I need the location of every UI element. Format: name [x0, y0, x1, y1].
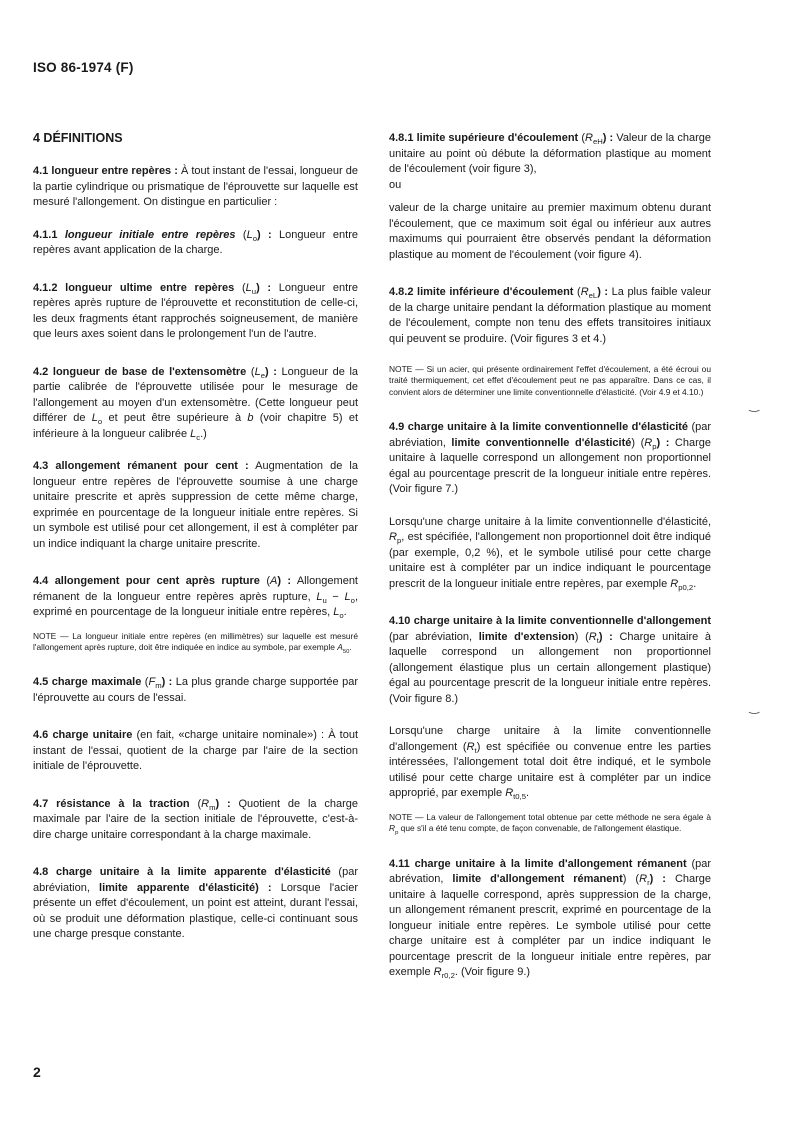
symbol-subscript: o [252, 233, 257, 243]
definition-text: (par abrévation, [389, 857, 712, 886]
definition-text: Charge unitaire à laquelle correspond un allongement non proportionnel égal au pourcentage prescrit de la longueur initiale entre repères. (Voir figure 7.) [389, 436, 711, 496]
note-text: . [349, 641, 352, 652]
term: résistance à la traction [56, 797, 190, 810]
definition-text-or: ou [389, 178, 402, 191]
symbol-subscript: eL [588, 291, 598, 300]
symbol-open: ( [246, 365, 255, 378]
clause-number: 4.11 [389, 857, 410, 870]
clause-number: 4.8 [33, 866, 49, 879]
operator: − [326, 590, 345, 603]
symbol: R [201, 797, 210, 810]
definition-4-1-2 [33, 281, 358, 343]
paragraph-text: ) est spécifiée ou convenue entre les parties intéressées, l'allongement total doit être indiqué, et le symbole utilisé pour cette charge unitaire est à compléter par un indice approprié, par exemple [389, 740, 711, 800]
symbol: L [344, 590, 351, 603]
symbol: R [389, 531, 397, 544]
term: limite d'extension [478, 630, 575, 643]
definition-text: Lorsque l'acier présente un effet d'écoulement, un point est atteint, durant l'essai, où se produit une déformation plastique, celle-ci continuant sous une charge presque constante. [33, 881, 358, 941]
definition-text: . [343, 606, 347, 618]
paragraph-text: Lorsqu'une charge unitaire à la limite conventionnelle d'élasticité, [389, 515, 711, 528]
symbol-subscript: e [260, 370, 265, 380]
symbol-subscript: p0,2 [678, 582, 694, 592]
symbol: L [91, 412, 98, 424]
term: allongement rémanent pour cent : [55, 460, 249, 472]
symbol-subscript: p [396, 536, 402, 546]
definition-text: . (Voir figure 9.) [454, 966, 531, 979]
symbol-subscript: r0,2 [441, 971, 455, 981]
symbol-subscript: 50 [342, 648, 350, 655]
paragraph-text: Lorsqu'une charge unitaire à la limite conventionnelle d'allongement ( [389, 725, 711, 753]
definition-text: .) [200, 427, 207, 440]
term: charge unitaire [52, 729, 133, 742]
term: limite supérieure d'écoulement [416, 132, 579, 144]
symbol: L [333, 606, 340, 618]
symbol: A [337, 641, 343, 652]
symbol-close: ) : [256, 228, 272, 241]
left-column [33, 131, 358, 943]
definition-4-7 [33, 797, 358, 844]
symbol-subscript: eH [592, 137, 603, 146]
symbol: R [588, 630, 597, 643]
clause-number: 4.1.2 [33, 281, 58, 294]
clause-number: 4.7 [33, 797, 49, 810]
term: charge unitaire à la limite conventionnelle d'allongement [413, 615, 711, 628]
margin-mark: ‿ [749, 700, 759, 714]
symbol: R [389, 823, 396, 834]
clause-number: 4.9 [389, 421, 405, 434]
term: longueur initiale entre repères [64, 228, 236, 241]
definition-text: ) ( [622, 873, 640, 886]
definition-text: Longueur entre repères après rupture de l'éprouvette et reconstitution de celle-ci, les deux fragments étant rapprochés soigneusement, de manière que leurs axes soient dans le prolongement l'un de l'autre. [33, 281, 358, 340]
definition-4-9 [389, 420, 711, 498]
term: limite conventionnelle d'élasticité [451, 436, 632, 449]
symbol-close: ) : [256, 281, 272, 294]
term: charge unitaire à la limite conventionnelle d'élasticité [407, 421, 689, 434]
symbol: R [466, 740, 475, 753]
paragraph-4-9-detail [389, 515, 711, 593]
definition-4-6 [33, 728, 358, 775]
definition-text: , exprimé en pourcentage de la longueur initiale entre repères, [33, 590, 358, 618]
page-number: 2 [33, 1064, 41, 1080]
symbol: R [639, 873, 648, 886]
symbol: R [670, 577, 679, 590]
definition-text: La plus faible valeur de la charge unitaire pendant la déformation plastique au moment de l'écoulement, compte non tenu des effets transitoires initiaux qui peuvent se produire. (Voir figures 3 et 4.) [389, 286, 711, 345]
definition-text: ) ( [631, 436, 645, 449]
definition-4-3 [33, 459, 358, 552]
symbol-open: ( [578, 132, 585, 144]
symbol-open: ( [259, 575, 270, 587]
definition-text: ) : [255, 881, 272, 894]
definition-4-8-1 [389, 131, 711, 178]
definition-4-8-2 [389, 285, 711, 347]
symbol-subscript: u [251, 286, 257, 296]
clause-number: 4.5 [33, 676, 49, 689]
definition-text: (par abréviation, [33, 866, 358, 894]
symbol-subscript: m [155, 681, 162, 691]
definition-text: Allongement rémanent de la longueur entre repères après rupture, [33, 575, 358, 603]
definition-4-2 [33, 365, 358, 443]
margin-mark: ‿ [749, 398, 759, 412]
definition-text: (voir chapitre 5) et inférieure à la longueur calibrée [33, 412, 359, 440]
symbol-close: ) : [602, 132, 614, 144]
definition-text: Longueur de la partie calibrée de l'éprouvette utilisée pour le mesurage de l'allongement au moyen d'un extensomètre. (Cette longueur peut différer de [33, 365, 359, 424]
definition-4-1 [33, 164, 358, 211]
definition-text: ) ( [574, 630, 589, 643]
definition-text: ) : [649, 873, 666, 886]
definition-text: et peut être supérieure à [102, 412, 248, 424]
definition-text: Longueur entre repères avant application de la charge. [33, 228, 358, 256]
clause-number: 4.8.1 [389, 132, 414, 144]
definition-text: La plus grande charge supportée par l'éprouvette au cours de l'essai. [33, 676, 358, 704]
paragraph-text: , est spécifiée, l'allongement non proportionnel doit être indiqué (par exemple, 0,2 %), et le symbole utilisé pour cette charge unitaire est à compléter par un indice indiquant le pourcentage prescrit de la longueur initiale entre repères, par exemple [389, 531, 711, 590]
symbol-subscript: m [209, 802, 216, 812]
note-text: NOTE — La valeur de l'allongement total obtenue par cette méthode ne sera égale à [389, 811, 711, 822]
symbol-subscript: u [322, 595, 327, 605]
symbol: L [246, 228, 253, 241]
symbol: L [254, 365, 261, 378]
clause-number: 4.6 [33, 729, 49, 742]
clause-number: 4.1.1 [33, 228, 58, 241]
term: charge unitaire à la limite apparente d'élasticité [55, 866, 331, 879]
symbol: R [505, 787, 514, 800]
right-column [389, 131, 711, 981]
term: limite inférieure d'écoulement [417, 286, 574, 298]
term: limite d'allongement rémanent [452, 873, 623, 886]
definition-4-1-1 [33, 228, 358, 259]
document-header: ISO 86-1974 (F) [33, 60, 134, 75]
clause-number: 4.4 [33, 575, 49, 587]
symbol-close: ) : [161, 676, 173, 689]
paragraph-4-10-detail [389, 724, 711, 802]
note-4-10 [389, 812, 711, 835]
symbol-subscript: o [350, 595, 355, 605]
symbol-subscript: t0,5 [513, 792, 526, 802]
symbol-subscript: p [652, 441, 657, 451]
definition-text: ) : [598, 630, 613, 643]
definition-text: (en fait, «charge unitaire nominale») : À tout instant de l'essai, quotient de la charge par l'aire de la section initiale de l'éprouvette. [33, 729, 359, 773]
symbol-open: ( [189, 797, 202, 810]
definition-4-4 [33, 574, 358, 621]
symbol-subscript: r [647, 878, 650, 888]
term: allongement pour cent après rupture [54, 575, 260, 587]
term: charge maximale [51, 676, 142, 689]
note-4-8: NOTE — Si un acier, qui présente ordinairement l'effet d'écoulement, a été écroui ou traité thermiquement, cet effet d'écoulement peut ne pas apparaître. Dans ce cas, il convient alors de déterminer une limite conventionnelle d'élasticité. (Voir 4.9 et 4.10.) [389, 364, 711, 397]
symbol-subscript: p [395, 830, 399, 837]
clause-number: 4.2 [33, 365, 49, 378]
note-4-4 [33, 631, 358, 654]
definition-text: (par abréviation, [389, 421, 712, 449]
symbol-open: ( [141, 676, 149, 689]
symbol-open: ( [234, 281, 246, 294]
definition-text: (par abréviation, [389, 630, 479, 643]
definition-4-11 [389, 857, 711, 981]
term: charge unitaire à la limite d'allongement rémanent [414, 857, 687, 870]
term: longueur entre repères : [51, 165, 178, 177]
clause-number: 4.10 [389, 615, 411, 628]
symbol: A [270, 575, 278, 587]
paragraph-text: . [693, 577, 697, 590]
symbol: R [644, 436, 653, 449]
section-title: 4 DÉFINITIONS [33, 131, 123, 145]
definition-text: Quotient de la charge maximale par l'aire de la section initiale de l'éprouvette, c'est-à-dire charge unitaire correspondant à la charge maximale. [33, 797, 358, 841]
definition-text: Augmentation de la longueur entre repères de l'éprouvette soumise à une charge unitaire prescrite et après suppression de cette même charge, exprimée en pourcentage de la longueur initiale entre repères. Si un symbole est utilisé pour cet allongement, il est à compléter par un indice indiquant la charge unitaire prescrite. [33, 460, 358, 550]
symbol-subscript: o [339, 611, 344, 620]
definition-text: Charge unitaire à laquelle correspond un allongement non proportionnel (allongement élastique plus un certain allongement plastique) égal au pourcentage prescrit de la longueur initiale entre repères. (Voir figure 8.) [389, 630, 711, 705]
note-text: que s'il a été tenu compte, de façon convenable, de l'allongement élastique. [398, 823, 682, 834]
symbol-subscript: o [97, 417, 103, 426]
symbol: L [190, 427, 197, 440]
symbol-close: ) : [264, 365, 277, 378]
symbol: R [584, 132, 593, 144]
symbol-subscript: c [196, 432, 201, 442]
symbol: b [247, 412, 254, 424]
definition-text: ) : [656, 436, 670, 449]
symbol: F [148, 676, 156, 689]
definition-text: valeur de la charge unitaire au premier maximum obtenu durant l'écoulement, que ce maximum soit égal ou inférieur aux autres maximums qui pourraient être observés pendant la déformation plastique au moment de l'écoulement (voir figure 4). [389, 202, 711, 261]
term: limite apparente d'élasticité [99, 881, 256, 894]
clause-number: 4.1 [33, 165, 49, 177]
term: longueur de base de l'extensomètre [52, 365, 247, 378]
definition-4-8 [33, 865, 358, 943]
symbol-close: ) : [277, 575, 292, 587]
symbol-open: ( [573, 286, 581, 298]
symbol-subscript: t [596, 635, 599, 645]
definition-text: À tout instant de l'essai, longueur de la partie cylindrique ou prismatique de l'éprouvette sur laquelle est mesuré l'allongement. On distingue en particulier : [33, 165, 358, 208]
symbol-open: ( [235, 228, 247, 241]
term: longueur ultime entre repères [65, 281, 235, 294]
symbol-close: ) : [215, 797, 231, 810]
symbol-subscript: t [474, 745, 477, 755]
definition-text: Charge unitaire à laquelle correspond, après suppression de la charge, un allongement rémanent prescrit, exprimé en pourcentage de la longueur initiale entre repères. Le symbole utilisé pour cette charge unitaire est à compléter par un indice indiquant le pourcentage prescrit de la longueur initiale entre repères, par exemple [389, 873, 712, 979]
symbol: L [245, 281, 252, 294]
symbol: R [433, 966, 442, 979]
symbol: L [316, 590, 323, 603]
paragraph-text: . [525, 787, 530, 800]
clause-number: 4.3 [33, 460, 49, 472]
clause-number: 4.8.2 [389, 286, 414, 298]
symbol: R [580, 286, 589, 298]
note-text: NOTE — La longueur initiale entre repères (en millimètres) sur laquelle est mesuré l'allongement après rupture, doit être indiquée en indice au symbole, par exemple [33, 630, 358, 652]
definition-4-10 [389, 614, 711, 707]
definition-text: Valeur de la charge unitaire au point où débute la déformation plastique au moment de l'écoulement (voir figure 3), [389, 132, 711, 175]
definition-4-5 [33, 675, 358, 706]
symbol-close: ) : [597, 286, 609, 298]
